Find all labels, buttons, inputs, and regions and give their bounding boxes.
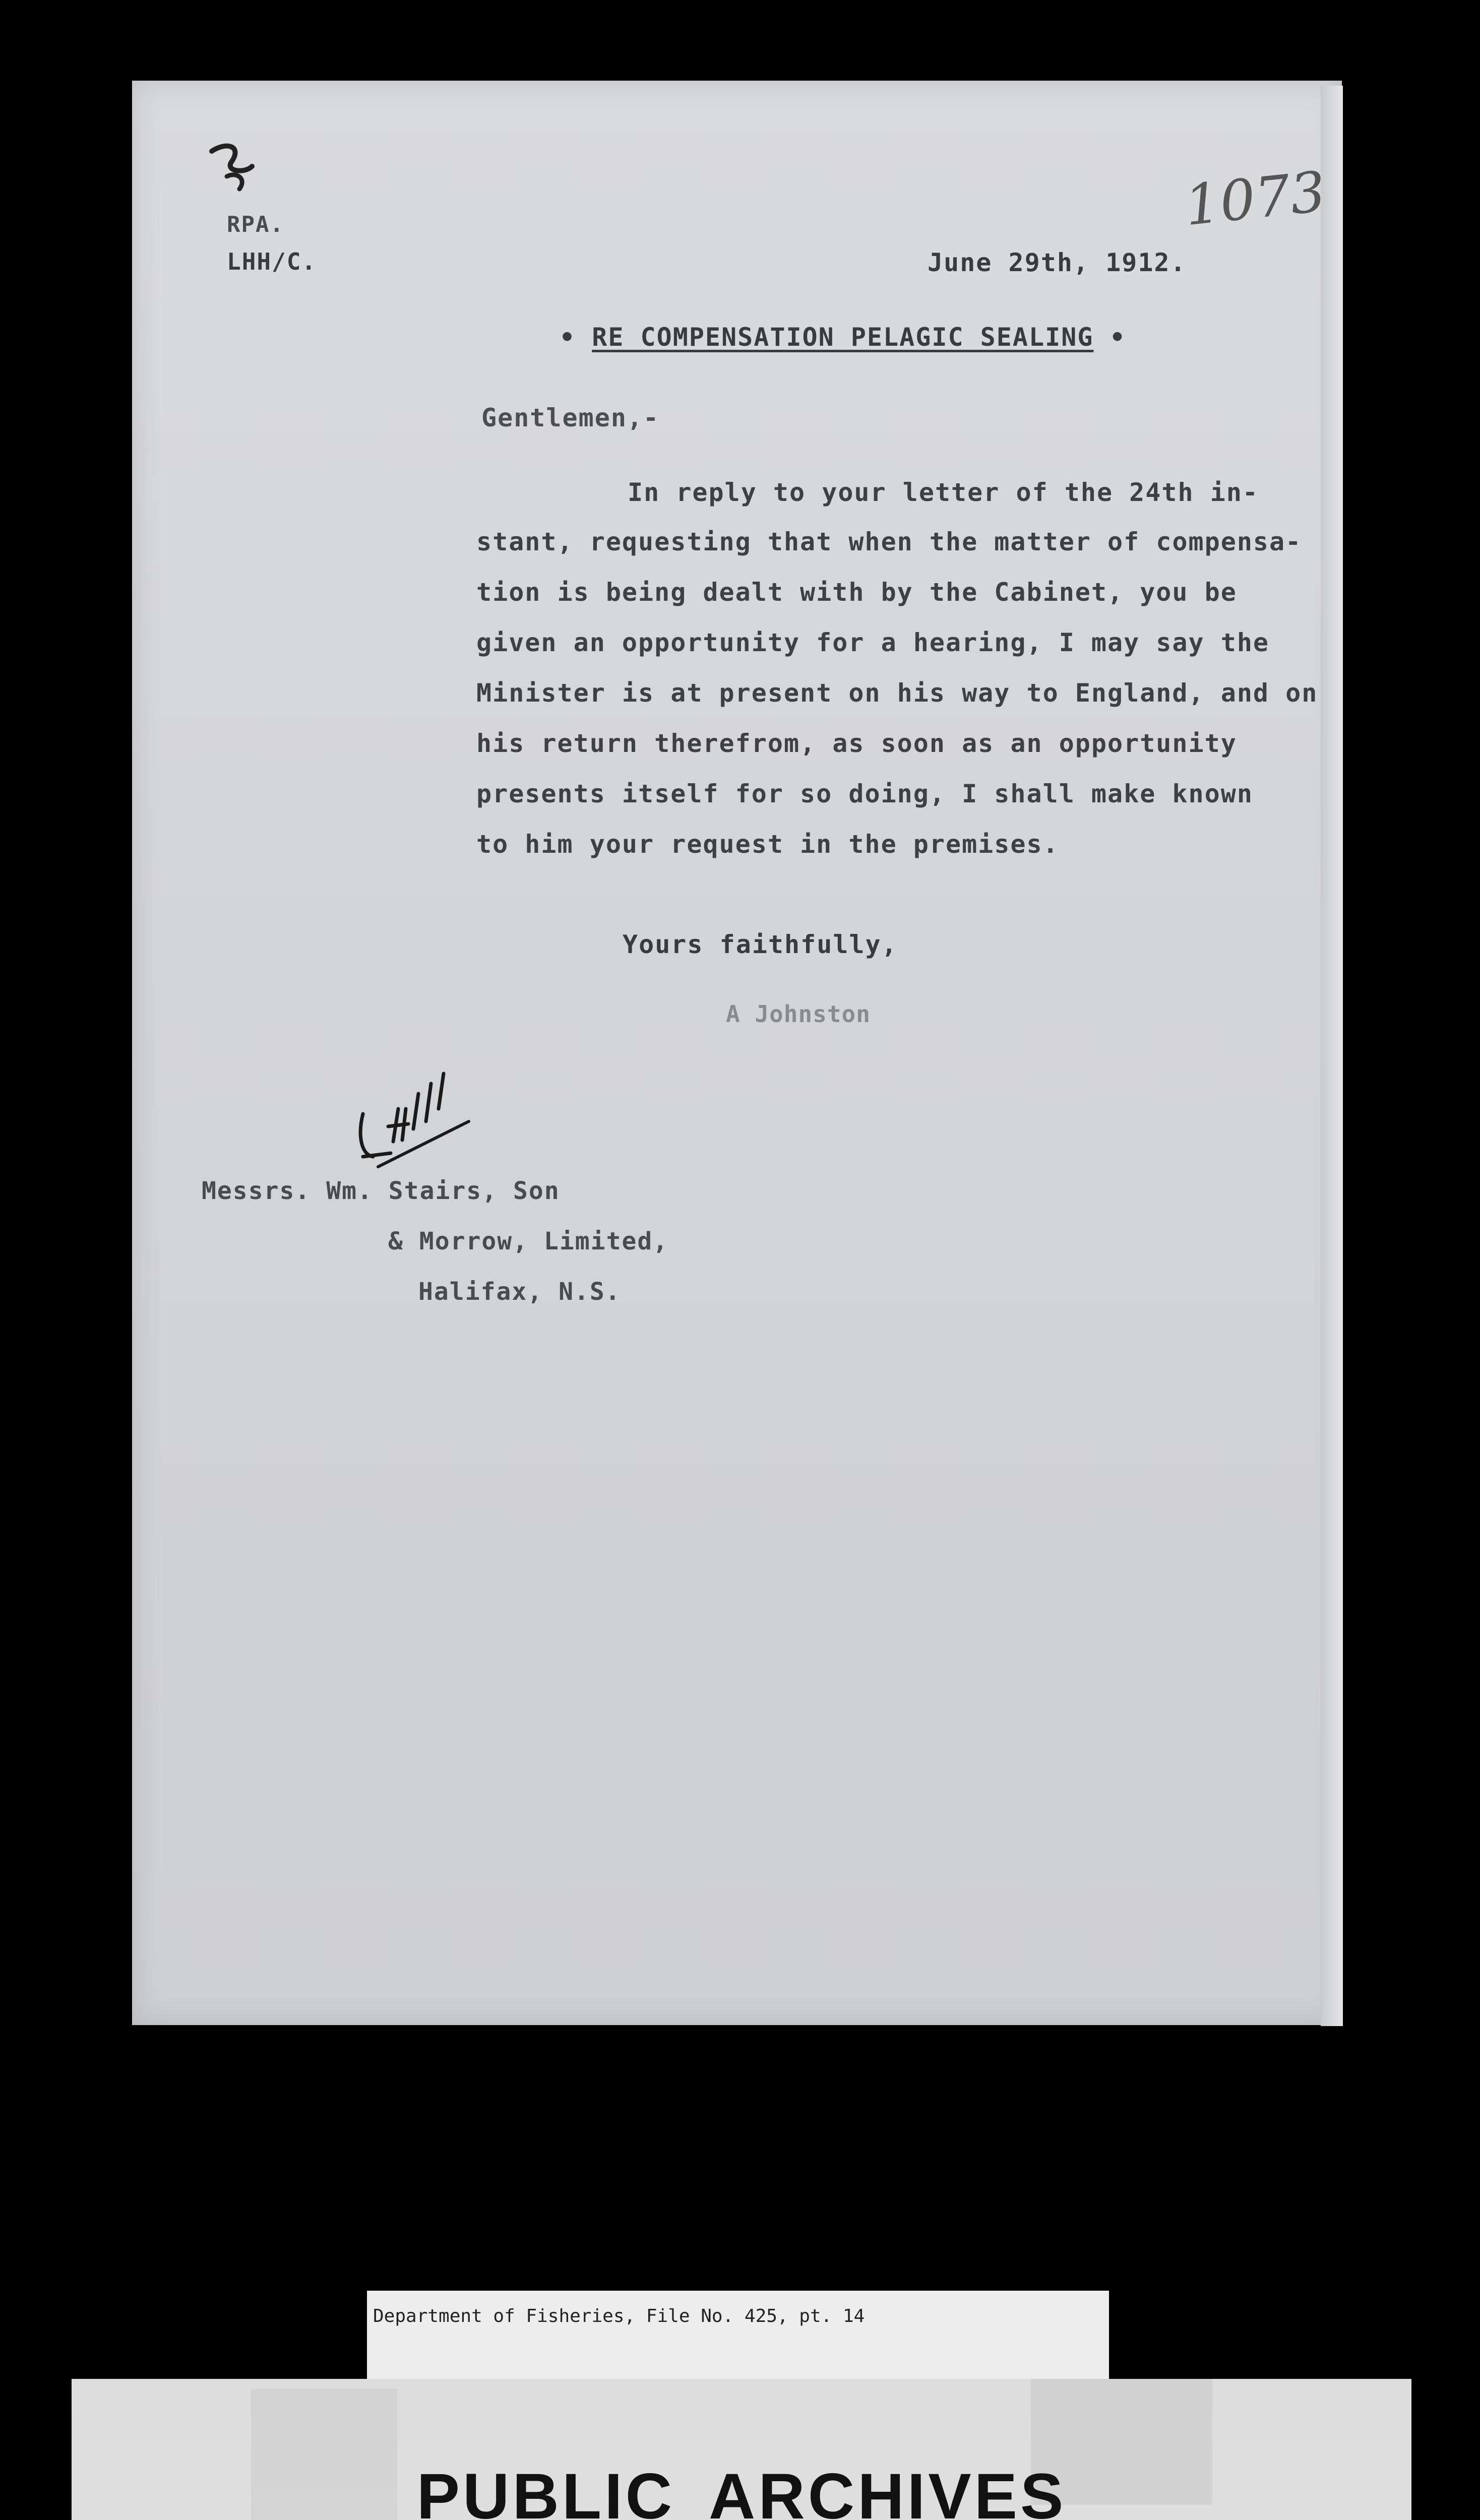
subject-bullet-left: • <box>560 323 592 352</box>
letter-page <box>132 81 1342 2025</box>
handwritten-corner-mark-icon <box>197 131 282 217</box>
reference-top: RPA. <box>227 212 284 237</box>
subject-text: RE COMPENSATION PELAGIC SEALING <box>592 323 1094 352</box>
body-line-2: stant, requesting that when the matter of compensa- <box>476 527 1302 556</box>
body-line-5: Minister is at present on his way to England, and on <box>476 678 1318 708</box>
body-line-8: to him your request in the premises. <box>476 830 1059 859</box>
salutation: Gentlemen,- <box>481 403 660 432</box>
archive-title-en: PUBLIC ARCHIVES <box>416 2461 1067 2520</box>
body-line-3: tion is being dealt with by the Cabinet, you be <box>476 578 1237 607</box>
body-line-4: given an opportunity for a hearing, I may say the <box>476 628 1270 657</box>
closing: Yours faithfully, <box>623 930 898 959</box>
address-line-3: Halifax, N.S. <box>418 1278 621 1306</box>
page-edge <box>1321 86 1343 2026</box>
address-line-2: & Morrow, Limited, <box>388 1227 669 1255</box>
signature: A Johnston <box>726 1000 871 1028</box>
subject-bullet-right: • <box>1093 323 1126 352</box>
body-line-1: In reply to your letter of the 24th in- <box>628 478 1259 507</box>
folio-number: 1073 <box>1182 159 1329 238</box>
file-reference-text: Department of Fisheries, File No. 425, pt. 14 <box>373 2306 865 2326</box>
letter-date: June 29th, 1912. <box>928 248 1187 277</box>
subject-line <box>560 323 1126 352</box>
address-line-1: Messrs. Wm. Stairs, Son <box>202 1177 560 1205</box>
handwritten-initials-icon <box>343 1033 484 1174</box>
body-line-7: presents itself for so doing, I shall make known <box>476 779 1253 808</box>
reference-code: LHH/C. <box>227 248 317 275</box>
body-line-6: his return therefrom, as soon as an opportunity <box>476 729 1237 758</box>
